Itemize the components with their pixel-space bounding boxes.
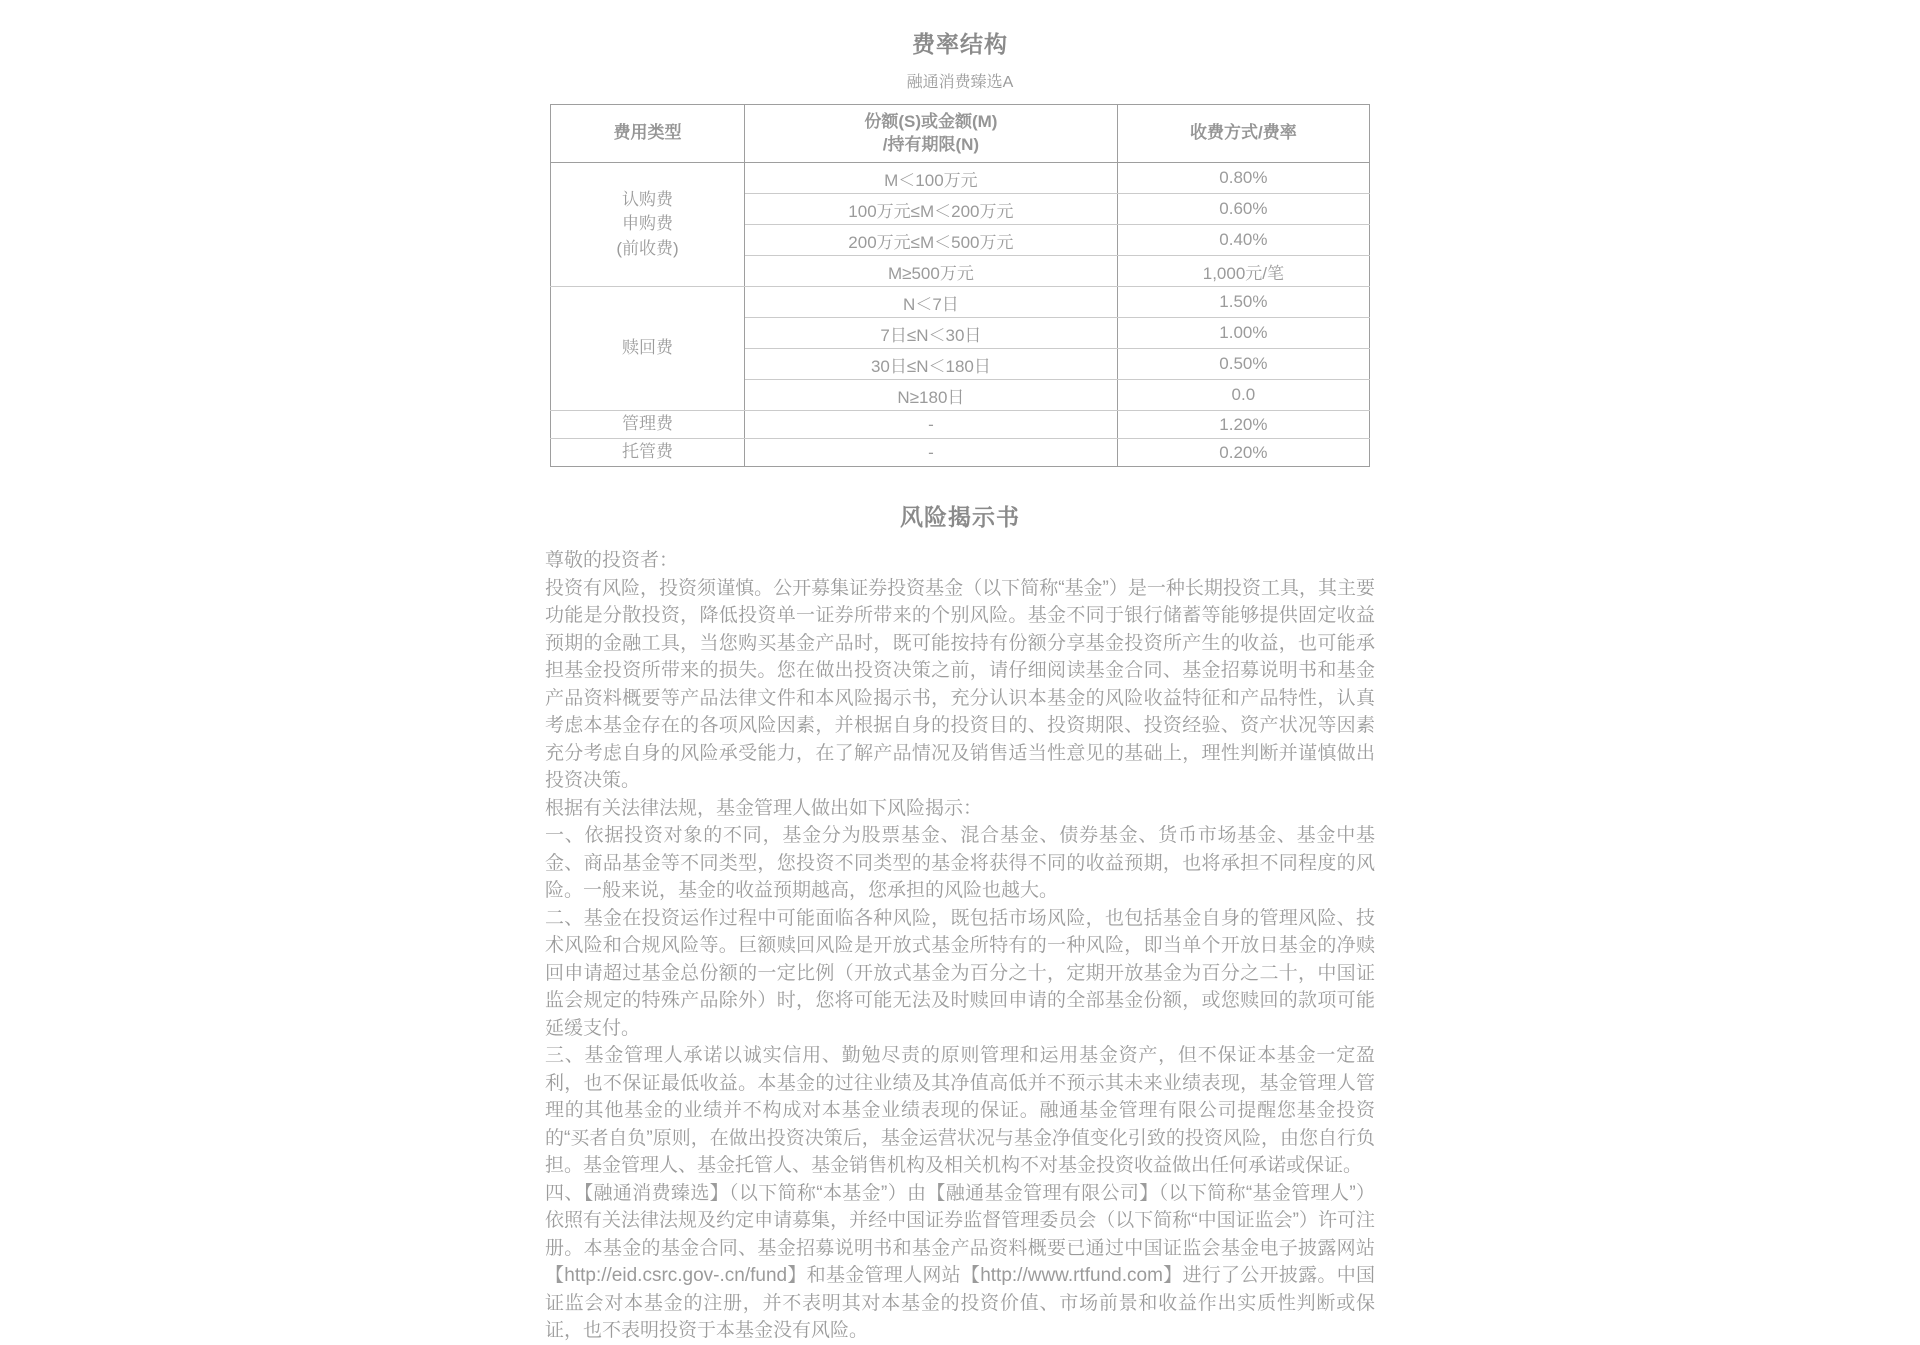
fee-type-management: 管理费 — [551, 411, 745, 439]
risk-paragraph-salutation: 尊敬的投资者： — [545, 550, 679, 571]
amount-term-header-line1: 份额(S)或金额(M) — [864, 111, 998, 131]
condition-cell: M≥500万元 — [745, 256, 1118, 287]
fee-structure-title: 费率结构 — [912, 31, 1008, 57]
condition-cell: - — [745, 439, 1118, 467]
rate-cell: 0.60% — [1117, 194, 1369, 225]
condition-cell: 200万元≤M＜500万元 — [745, 225, 1118, 256]
fee-type-subscription: 认购费 申购费 (前收费) — [551, 163, 745, 287]
risk-paragraph-legal-lead: 根据有关法律法规，基金管理人做出如下风险揭示： — [545, 797, 983, 819]
table-row — [551, 439, 1370, 467]
amount-term-header-line2: /持有期限(N) — [882, 134, 980, 154]
condition-cell: N≥180日 — [745, 380, 1118, 411]
condition-cell: N＜7日 — [745, 287, 1118, 318]
rate-cell: 0.40% — [1117, 225, 1369, 256]
rate-cell: 1.50% — [1117, 287, 1369, 318]
risk-paragraph-item1: 一、依据投资对象的不同，基金分为股票基金、混合基金、债券基金、货币市场基金、基金中基金、商品基金等不同类型，您投资不同类型的基金将获得不同的收益预期，也将承担不同程度的风险。一般来说，基金的收益预期越高，您承担的风险也越大。 — [545, 825, 1375, 901]
table-row — [551, 287, 1370, 318]
condition-cell: M＜100万元 — [745, 163, 1118, 194]
rate-cell: 0.0 — [1117, 380, 1369, 411]
fee-type-custody: 托管费 — [551, 439, 745, 467]
risk-paragraph-item2: 二、基金在投资运作过程中可能面临各种风险，既包括市场风险，也包括基金自身的管理风险、技术风险和合规风险等。巨额赎回风险是开放式基金所特有的一种风险，即当单个开放日基金的净赎回申请超过基金总份额的一定比例（开放式基金为百分之十，定期开放基金为百分之二十，中国证监会规定的特殊产品除外）时，您将可能无法及时赎回申请的全部基金份额，或您赎回的款项可能延缓支付。 — [545, 907, 1375, 1039]
amount-term-header — [745, 105, 1118, 163]
document-page — [545, 0, 1375, 1345]
fee-type-header: 费用类型 — [551, 105, 745, 163]
rate-cell: 0.20% — [1117, 439, 1369, 467]
rate-cell: 1.00% — [1117, 318, 1369, 349]
fee-type-redemption: 赎回费 — [551, 287, 745, 411]
risk-disclosure-body — [545, 547, 1375, 1345]
risk-paragraph-item4: 四、【融通消费臻选】（以下简称“本基金”）由【融通基金管理有限公司】（以下简称“基金管理人”）依照有关法律法规及约定申请募集，并经中国证券监督管理委员会（以下简称“中国证监会”）许可注册。本基金的基金合同、基金招募说明书和基金产品资料概要已通过中国证监会基金电子披露网站【http://eid.csrc.gov-.cn/fund】和基金管理人网站【http://www.rtfund.com】进行了公开披露。中国证监会对本基金的注册，并不表明其对本基金的投资价值、市场前景和收益作出实质性判断或保证，也不表明投资于本基金没有风险。 — [545, 1182, 1375, 1341]
condition-cell: 30日≤N＜180日 — [745, 349, 1118, 380]
condition-cell: 7日≤N＜30日 — [745, 318, 1118, 349]
table-row — [551, 163, 1370, 194]
fee-rate-table — [550, 104, 1370, 467]
rate-cell: 0.50% — [1117, 349, 1369, 380]
rate-cell: 1,000元/笔 — [1117, 256, 1369, 287]
risk-paragraph-item3: 三、基金管理人承诺以诚实信用、勤勉尽责的原则管理和运用基金资产，但不保证本基金一定盈利，也不保证最低收益。本基金的过往业绩及其净值高低并不预示其未来业绩表现，基金管理人管理的其他基金的业绩并不构成对本基金业绩表现的保证。融通基金管理有限公司提醒您基金投资的“买者自负”原则，在做出投资决策后，基金运营状况与基金净值变化引致的投资风险，由您自行负担。基金管理人、基金托管人、基金销售机构及相关机构不对基金投资收益做出任何承诺或保证。 — [545, 1045, 1375, 1176]
condition-cell: - — [745, 411, 1118, 439]
table-header-row — [551, 105, 1370, 163]
rate-cell: 1.20% — [1117, 411, 1369, 439]
table-row — [551, 411, 1370, 439]
condition-cell: 100万元≤M＜200万元 — [745, 194, 1118, 225]
risk-paragraph-intro: 投资有风险，投资须谨慎。公开募集证券投资基金（以下简称“基金”）是一种长期投资工具，其主要功能是分散投资，降低投资单一证券所带来的个别风险。基金不同于银行储蓄等能够提供固定收益预期的金融工具，当您购买基金产品时，既可能按持有份额分享基金投资所产生的收益，也可能承担基金投资所带来的损失。您在做出投资决策之前，请仔细阅读基金合同、基金招募说明书和基金产品资料概要等产品法律文件和本风险揭示书，充分认识本基金的风险收益特征和产品特性，认真考虑本基金存在的各项风险因素，并根据自身的投资目的、投资期限、投资经验、资产状况等因素充分考虑自身的风险承受能力，在了解产品情况及销售适当性意见的基础上，理性判断并谨慎做出投资决策。 — [545, 577, 1375, 791]
rate-cell: 0.80% — [1117, 163, 1369, 194]
risk-disclosure-title: 风险揭示书 — [900, 504, 1020, 530]
fund-name-subtitle: 融通消费臻选A — [906, 74, 1014, 91]
rate-header: 收费方式/费率 — [1117, 105, 1369, 163]
